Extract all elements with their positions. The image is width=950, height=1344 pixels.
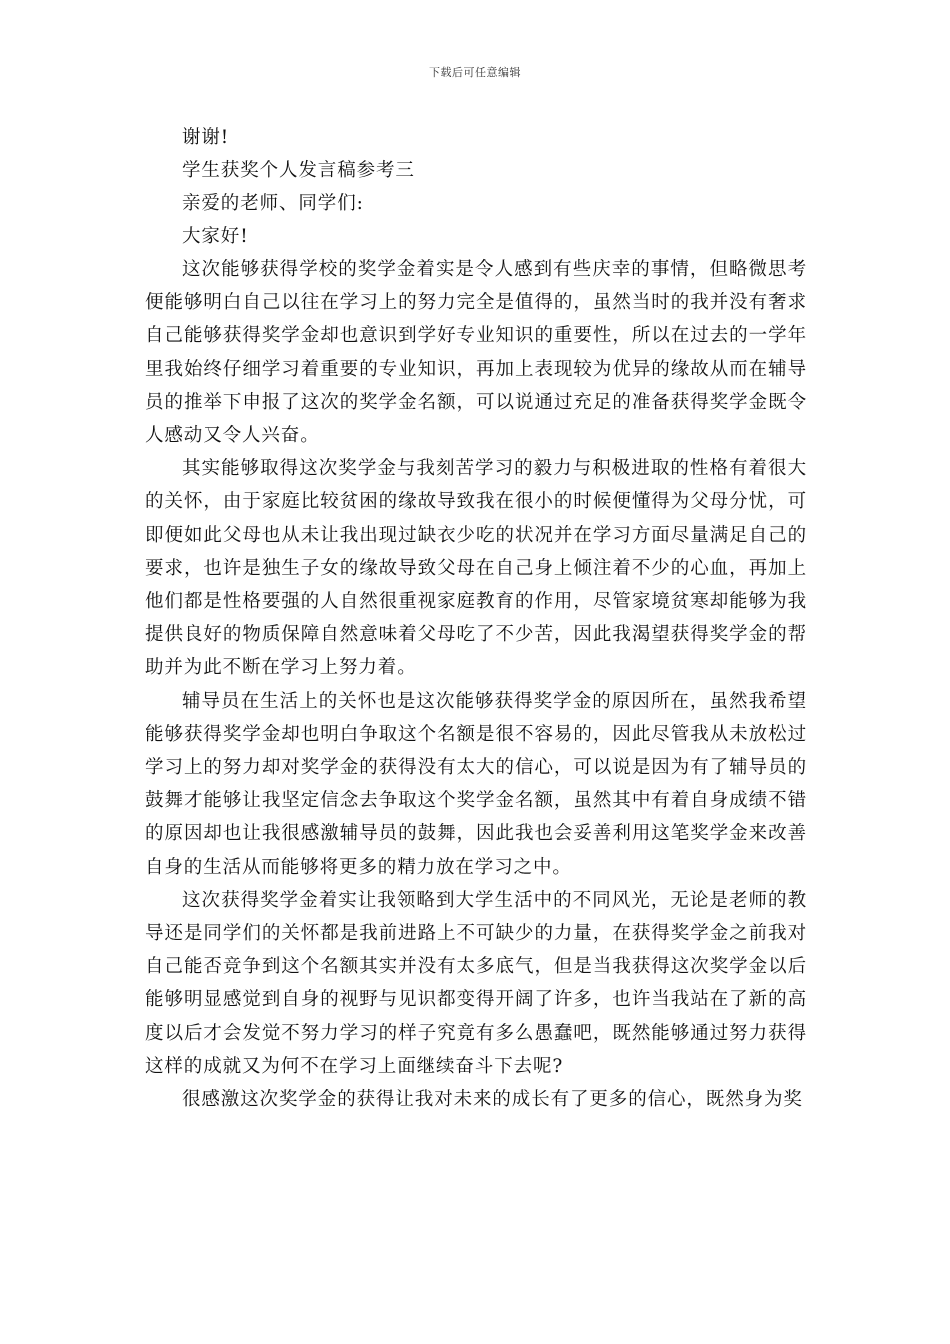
paragraph-4: 这次获得奖学金着实让我领略到大学生活中的不同风光，无论是老师的教导还是同学们的关怀都是我前进路上不可缺少的力量，在获得奖学金之前我对自己能否竞争到这个名额其实并没有太多底气，但是当我获得这次奖学金以后能够明显感觉到自身的视野与见识都变得开阔了许多，也许当我站在了新的高度以后才会发觉不努力学习的样子究竟有多么愚蠢吧，既然能够通过努力获得这样的成就又为何不在学习上面继续奋斗下去呢? [145, 889, 807, 1077]
document-body [145, 121, 807, 1116]
greeting: 大家好! [182, 226, 249, 247]
closing-line: 谢谢! [182, 127, 230, 148]
paragraph-1: 这次能够获得学校的奖学金着实是令人感到有些庆幸的事情，但略微思考便能够明白自己以往在学习上的努力完全是值得的，虽然当时的我并没有奢求自己能够获得奖学金却也意识到学好专业知识的重要性，所以在过去的一学年里我始终仔细学习着重要的专业知识，再加上表现较为优异的缘故从而在辅导员的推举下申报了这次的奖学金名额，可以说通过充足的准备获得奖学金既令人感动又令人兴奋。 [145, 259, 807, 447]
page-header: 下载后可任意编辑 [429, 66, 521, 79]
paragraph-5: 很感激这次奖学金的获得让我对未来的成长有了更多的信心，既然身为奖 [182, 1089, 803, 1111]
section-title: 学生获奖个人发言稿参考三 [182, 160, 415, 181]
paragraph-2: 其实能够取得这次奖学金与我刻苦学习的毅力与积极进取的性格有着很大的关怀，由于家庭比较贫困的缘故导致我在很小的时候便懂得为父母分忧，可即便如此父母也从未让我出现过缺衣少吃的状况并在学习方面尽量满足自己的要求，也许是独生子女的缘故导致父母在自己身上倾注着不少的心血，再加上他们都是性格要强的人自然很重视家庭教育的作用，尽管家境贫寒却能够为我提供良好的物质保障自然意味着父母吃了不少苦，因此我渴望获得奖学金的帮助并为此不断在学习上努力着。 [145, 458, 807, 679]
salutation: 亲爱的老师、同学们: [182, 193, 364, 214]
paragraph-3: 辅导员在生活上的关怀也是这次能够获得奖学金的原因所在，虽然我希望能够获得奖学金却也明白争取这个名额是很不容易的，因此尽管我从未放松过学习上的努力却对奖学金的获得没有太大的信心，可以说是因为有了辅导员的鼓舞才能够让我坚定信念去争取这个奖学金名额，虽然其中有着自身成绩不错的原因却也让我很感激辅导员的鼓舞，因此我也会妥善利用这笔奖学金来改善自身的生活从而能够将更多的精力放在学习之中。 [145, 690, 807, 878]
